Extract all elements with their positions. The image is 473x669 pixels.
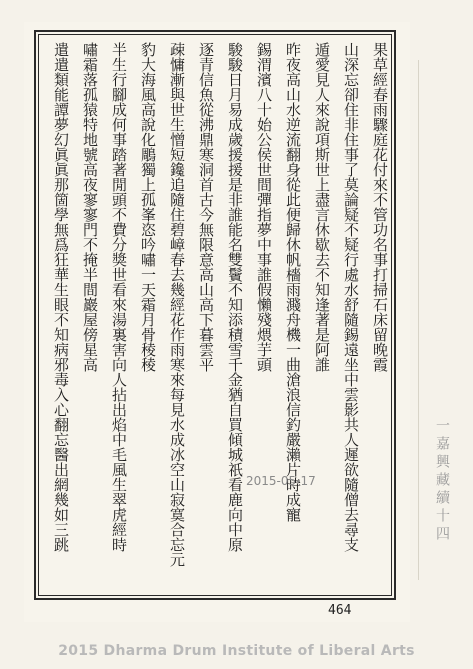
text-column-8: 疎慵漸與世生憎短鑱追隨住碧嶂春去幾經花作雨寒來每見水成冰空山寂寞合忘元 <box>168 42 186 567</box>
watermark-footer: 2015 Dharma Drum Institute of Liberal Arts <box>58 643 415 659</box>
side-title: 一嘉興藏續十四 <box>434 418 450 544</box>
date-stamp: 2015-05-17 <box>246 474 316 488</box>
text-column-5: 錫渭濱八十始公侯世間彈指夢中事誰假懶殘煨芋頭 <box>255 42 273 372</box>
text-column-7: 逐青信魚從沸鼎寒洞首古今無限意高山高下暮雲平 <box>197 42 215 372</box>
text-column-10: 半生行腳成何事踏著閒頭不費分獎世看來湯裏害向人拈出焰中毛風生翠虎經時 <box>110 42 128 552</box>
text-column-9: 豹大海風高說化鵰獨上孤峯恣吟嘯一天霜月骨稜稜 <box>139 42 157 372</box>
page-number: 464 <box>328 603 352 618</box>
text-column-3: 遁愛見人來說項斯世上盡言休歇去不知逢著是阿誰 <box>313 42 331 372</box>
text-column-6: 駿駿日月易成歲援援是非誰能名雙鬢不知添積雪千金猶自買傾城祇看鹿向中原 <box>226 42 244 552</box>
text-column-12: 遣遣類能譚夢幻眞眞那箇學無爲狂華生眼不知病邪毒入心翻忘醫出網幾如三跳 <box>52 42 70 552</box>
text-column-4: 昨夜高山水逆流翻身從此便歸休帆檣雨濺舟機一曲滄浪信釣嚴瀨片時成寵 <box>284 42 302 522</box>
text-column-11: 嘯霜落孤猿特地號高夜寥寥門不掩半間巖屋傍星高 <box>81 42 99 372</box>
text-column-2: 山深忘卻住非住事了莫論疑不疑行處水舒隨錫遠坐中雲影共人遲欲隨僧去尋支 <box>342 42 360 552</box>
text-column-1: 果草經春雨驟庭花付來不管功名事打掃石床留晚霞 <box>371 42 389 372</box>
